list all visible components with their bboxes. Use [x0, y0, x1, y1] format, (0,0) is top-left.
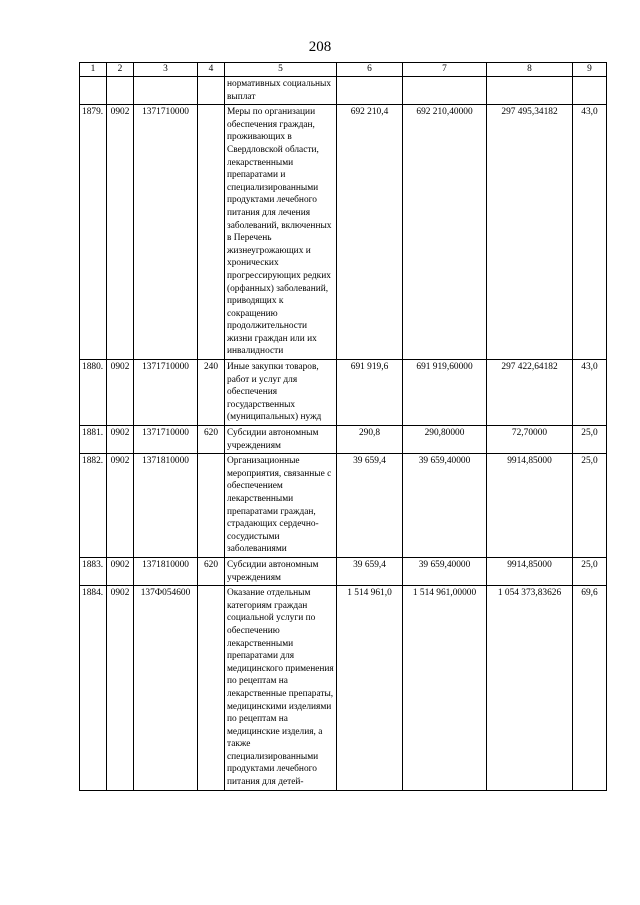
execution-percent: 25,0 [573, 454, 607, 558]
continuation-text: нормативных социальных выплат [225, 77, 337, 105]
empty-cell [107, 77, 134, 105]
item-name: Организационные мероприятия, связанные с обеспечением лекарственными препаратами граждан, страдающих сердечно-сосудистыми заболеваниями [225, 454, 337, 558]
execution-percent: 69,6 [573, 586, 607, 791]
empty-cell [337, 77, 403, 105]
table-row [80, 454, 607, 558]
plan-amount: 39 659,4 [337, 557, 403, 585]
plan-amount: 290,8 [337, 426, 403, 454]
refined-amount: 39 659,40000 [403, 454, 487, 558]
section-code: 0902 [107, 360, 134, 426]
column-header: 9 [573, 63, 607, 77]
refined-amount: 290,80000 [403, 426, 487, 454]
column-header: 4 [198, 63, 225, 77]
executed-amount: 9914,85000 [487, 454, 573, 558]
column-header: 5 [225, 63, 337, 77]
plan-amount: 691 919,6 [337, 360, 403, 426]
executed-amount: 297 495,34182 [487, 105, 573, 360]
execution-percent: 25,0 [573, 557, 607, 585]
expense-type-code: 620 [198, 557, 225, 585]
plan-amount: 1 514 961,0 [337, 586, 403, 791]
section-code: 0902 [107, 454, 134, 558]
target-code: 1371810000 [134, 454, 198, 558]
target-code: 1371710000 [134, 360, 198, 426]
refined-amount: 39 659,40000 [403, 557, 487, 585]
target-code: 1371710000 [134, 426, 198, 454]
table-row [80, 586, 607, 791]
expense-type-code [198, 586, 225, 791]
empty-cell [80, 77, 107, 105]
executed-amount: 9914,85000 [487, 557, 573, 585]
column-header: 3 [134, 63, 198, 77]
empty-cell [487, 77, 573, 105]
row-number: 1880. [80, 360, 107, 426]
page-number: 208 [308, 39, 332, 55]
table-row [80, 360, 607, 426]
executed-amount: 72,70000 [487, 426, 573, 454]
plan-amount: 692 210,4 [337, 105, 403, 360]
item-name: Субсидии автономным учреждениям [225, 426, 337, 454]
refined-amount: 692 210,40000 [403, 105, 487, 360]
expense-type-code [198, 454, 225, 558]
section-code: 0902 [107, 426, 134, 454]
executed-amount: 297 422,64182 [487, 360, 573, 426]
expense-type-code: 240 [198, 360, 225, 426]
empty-cell [134, 77, 198, 105]
header-row [80, 63, 607, 77]
section-code: 0902 [107, 557, 134, 585]
expense-type-code [198, 105, 225, 360]
column-header: 6 [337, 63, 403, 77]
table-row [80, 557, 607, 585]
item-name: Субсидии автономным учреждениям [225, 557, 337, 585]
column-header: 7 [403, 63, 487, 77]
execution-percent: 43,0 [573, 105, 607, 360]
target-code: 137Ф054600 [134, 586, 198, 791]
table-row [80, 426, 607, 454]
expense-type-code: 620 [198, 426, 225, 454]
section-code: 0902 [107, 105, 134, 360]
item-name: Меры по организации обеспечения граждан, проживающих в Свердловской области, лекарственными препаратами и специализированными продуктами лечебного питания для лечения заболеваний, включенных в Перечень жизнеугрожающих и хронических прогрессирующих редких (орфанных) заболеваний, приводящих к сокращению продолжительности жизни граждан или их инвалидности [225, 105, 337, 360]
budget-table [79, 62, 607, 791]
plan-amount: 39 659,4 [337, 454, 403, 558]
refined-amount: 691 919,60000 [403, 360, 487, 426]
executed-amount: 1 054 373,83626 [487, 586, 573, 791]
target-code: 1371710000 [134, 105, 198, 360]
column-header: 8 [487, 63, 573, 77]
row-number: 1883. [80, 557, 107, 585]
table-row [80, 105, 607, 360]
row-number: 1884. [80, 586, 107, 791]
item-name: Иные закупки товаров, работ и услуг для обеспечения государственных (муниципальных) нужд [225, 360, 337, 426]
execution-percent: 25,0 [573, 426, 607, 454]
refined-amount: 1 514 961,00000 [403, 586, 487, 791]
target-code: 1371810000 [134, 557, 198, 585]
section-code: 0902 [107, 586, 134, 791]
row-number: 1882. [80, 454, 107, 558]
empty-cell [198, 77, 225, 105]
empty-cell [403, 77, 487, 105]
item-name: Оказание отдельным категориям граждан социальной услуги по обеспечению лекарственными препаратами для медицинского применения по рецептам на лекарственные препараты, медицинскими изделиями по рецептам на медицинские изделия, а также специализированными продуктами лечебного питания для детей- [225, 586, 337, 791]
continuation-row [80, 77, 607, 105]
execution-percent: 43,0 [573, 360, 607, 426]
column-header: 1 [80, 63, 107, 77]
column-header: 2 [107, 63, 134, 77]
empty-cell [573, 77, 607, 105]
row-number: 1879. [80, 105, 107, 360]
row-number: 1881. [80, 426, 107, 454]
